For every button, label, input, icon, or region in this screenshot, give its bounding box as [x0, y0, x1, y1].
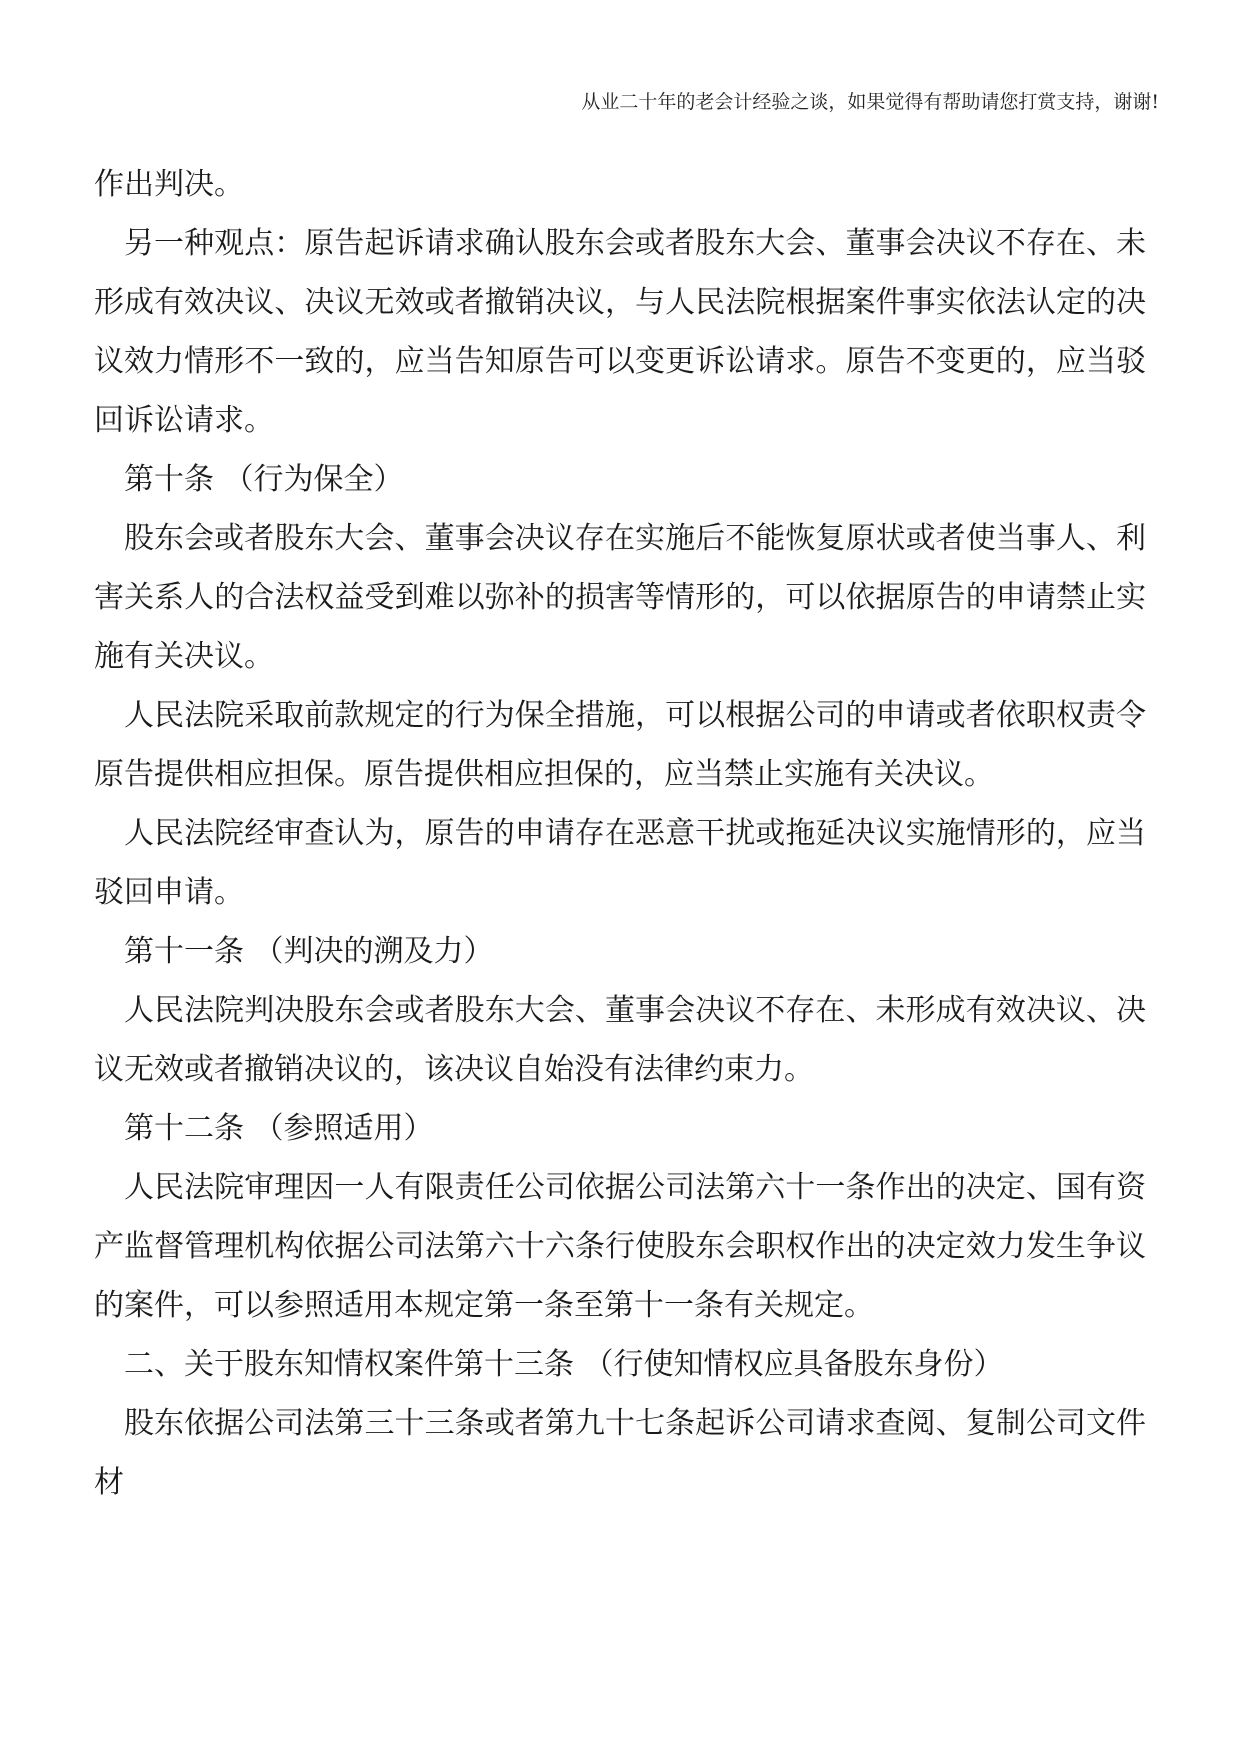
paragraph-continuation: 作出判决。	[94, 167, 244, 202]
paragraph-article-13: 股东依据公司法第三十三条或者第九十七条起诉公司请求查阅、复制公司文件材	[94, 1406, 1146, 1500]
paragraph-article-10-clause-2: 人民法院采取前款规定的行为保全措施，可以根据公司的申请或者依职权责令原告提供相应担保。原告提供相应担保的，应当禁止实施有关决议。	[94, 698, 1146, 792]
paragraph-article-10-clause-3: 人民法院经审查认为，原告的申请存在恶意干扰或拖延决议实施情形的，应当驳回申请。	[94, 816, 1146, 910]
paragraph-article-11: 人民法院判决股东会或者股东大会、董事会决议不存在、未形成有效决议、决议无效或者撤销决议的，该决议自始没有法律约束力。	[94, 993, 1146, 1087]
paragraph-article-10-clause-1: 股东会或者股东大会、董事会决议存在实施后不能恢复原状或者使当事人、利害关系人的合法权益受到难以弥补的损害等情形的，可以依据原告的申请禁止实施有关决议。	[94, 521, 1146, 674]
document-body	[94, 155, 1146, 1512]
article-heading-10: 第十条 （行为保全）	[124, 462, 404, 497]
paragraph-alternative-view: 另一种观点：原告起诉请求确认股东会或者股东大会、董事会决议不存在、未形成有效决议、决议无效或者撤销决议，与人民法院根据案件事实依法认定的决议效力情形不一致的，应当告知原告可以变更诉讼请求。原告不变更的，应当驳回诉讼请求。	[94, 226, 1146, 438]
paragraph-article-12: 人民法院审理因一人有限责任公司依据公司法第六十一条作出的决定、国有资产监督管理机构依据公司法第六十六条行使股东会职权作出的决定效力发生争议的案件，可以参照适用本规定第一条至第十一条有关规定。	[94, 1170, 1146, 1323]
article-heading-11: 第十一条 （判决的溯及力）	[124, 934, 494, 969]
article-heading-12: 第十二条 （参照适用）	[124, 1111, 434, 1146]
page-header-tagline: 从业二十年的老会计经验之谈，如果觉得有帮助请您打赏支持，谢谢!	[581, 91, 1159, 113]
section-heading-shareholder-rights: 二、关于股东知情权案件第十三条 （行使知情权应具备股东身份）	[124, 1347, 1004, 1382]
